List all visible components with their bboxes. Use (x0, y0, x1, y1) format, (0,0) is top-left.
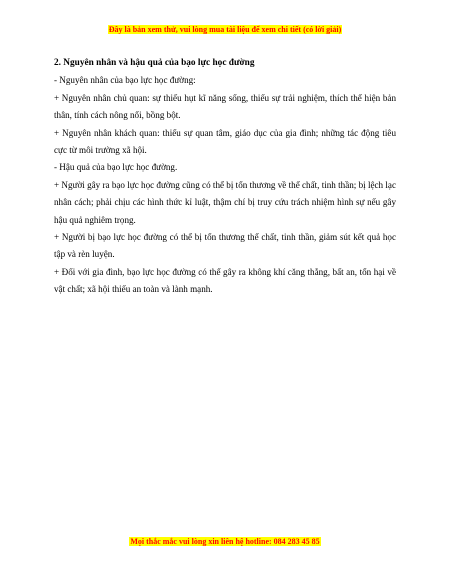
paragraph-causes-intro: - Nguyên nhân của bạo lực học đường: (54, 75, 196, 86)
paragraph-objective-causes: + Nguyên nhân khách quan: thiếu sự quan tâm, giáo dục của gia đình; những tác động tiêu cực từ môi trường xã hội. (54, 127, 396, 156)
hotline-text: Mọi thắc mắc vui lòng xin liên hệ hotline: 084 283 45 85 (130, 537, 320, 546)
paragraph-subjective-causes: + Nguyên nhân chủ quan: sự thiếu hụt kĩ năng sống, thiếu sự trải nghiệm, thích thể hiện bản thân, tính cách nông nổi, bồng bột. (54, 92, 396, 121)
paragraph-consequences-intro: - Hậu quả của bạo lực học đường. (54, 162, 178, 173)
preview-notice-text: Đây là bản xem thử, vui lòng mua tài liệu để xem chi tiết (có lời giải) (108, 25, 342, 34)
paragraph-victim-consequences: + Người bị bạo lực học đường có thể bị tổn thương thể chất, tinh thần, giảm sút kết quả học tập và rèn luyện. (54, 232, 396, 260)
preview-notice-banner (0, 25, 450, 35)
section-heading: 2. Nguyên nhân và hậu quả của bạo lực học đường (54, 58, 255, 68)
hotline-banner (0, 537, 450, 547)
paragraph-perpetrator-consequences: + Người gây ra bạo lực học đường cũng có thể bị tổn thương về thể chất, tinh thần; bị lệch lạc nhân cách; phải chịu các hình thức kỉ luật, thậm chí bị truy cứu trách nhiệm hình sự nếu gây hậu quả nghiêm trọng. (54, 179, 396, 225)
document-body (54, 55, 396, 299)
paragraph-family-society-consequences: + Đối với gia đình, bạo lực học đường có thể gây ra không khí căng thẳng, bất an, tổn hại về vật chất; xã hội thiếu an toàn và lành mạnh. (54, 266, 396, 295)
